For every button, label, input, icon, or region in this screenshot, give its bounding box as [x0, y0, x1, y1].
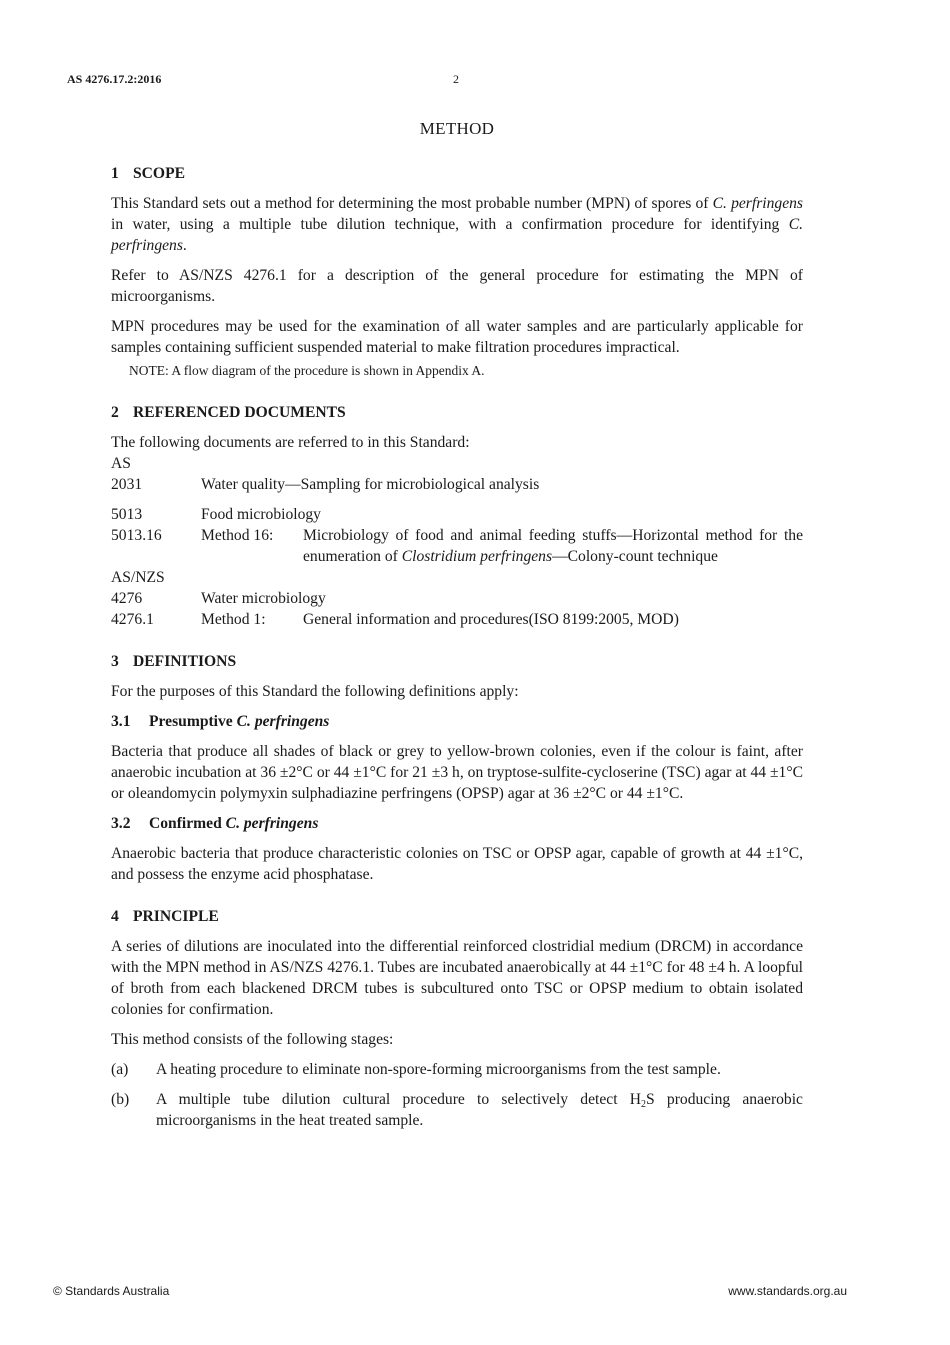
- page-number: 2: [453, 72, 459, 86]
- section-heading-referenced-documents: 2 REFERENCED DOCUMENTS: [111, 404, 346, 421]
- footer-copyright: © Standards Australia: [53, 1284, 170, 1298]
- principle-paragraph-1: A series of dilutions are inoculated into the differential reinforced clostridial medium (DRCM) in accordance with the MPN method in AS/NZS 4276.1. Tubes are incubated anaerobically at 44 ±1°C for 48 ±4 h. A loopful of broth from each blackened DRCM tubes is subcultured onto TSC or OPSP medium to obtain isolated colonies for confirmation.: [111, 938, 803, 1018]
- list-item: (a) A heating procedure to eliminate non-spore-forming microorganisms from the test sample.: [111, 1061, 721, 1078]
- reference-row: 4276 Water microbiology: [111, 590, 326, 607]
- definition-text-presumptive: Bacteria that produce all shades of black or grey to yellow-brown colonies, even if the colour is faint, after anaerobic incubation at 36 ±2°C or 44 ±1°C for 21 ±3 h, on tryptose-sulfite-cycloserine (TSC) agar at 44 ±1°C or oleandomycin polymyxin sulphadiazine perfringens (OPSP) agar at 36 ±2°C or 44 ±1°C.: [111, 743, 803, 802]
- reference-row: 5013 Food microbiology: [111, 506, 321, 523]
- scope-paragraph-2: Refer to AS/NZS 4276.1 for a description of the general procedure for estimating the MPN of microorganisms.: [111, 267, 803, 305]
- references-intro: The following documents are referred to in this Standard:: [111, 434, 470, 451]
- references-asnzs: [111, 567, 803, 630]
- scope-paragraph-3: MPN procedures may be used for the examination of all water samples and are particularly applicable for samples containing sufficient suspended material to make filtration procedures impractical.: [111, 318, 803, 356]
- reference-group-label: AS: [111, 455, 131, 472]
- references-as: [111, 453, 803, 567]
- footer-website-link[interactable]: www.standards.org.au: [728, 1284, 847, 1298]
- definition-text-confirmed: Anaerobic bacteria that produce characteristic colonies on TSC or OPSP agar, capable of growth at 44 ±1°C, and possess the enzyme acid phosphatase.: [111, 845, 803, 883]
- definition-heading-confirmed: 3.2 Confirmed C. perfringens: [111, 815, 319, 832]
- reference-row: 4276.1 Method 1: General information and procedures(ISO 8199:2005, MOD): [111, 611, 679, 628]
- scope-note: NOTE: A flow diagram of the procedure is shown in Appendix A.: [129, 363, 485, 378]
- section-heading-definitions: 3 DEFINITIONS: [111, 653, 237, 670]
- scope-paragraph-1: This Standard sets out a method for determining the most probable number (MPN) of spores of C. perfringens in water, using a multiple tube dilution technique, with a confirmation procedure for identifying C. perfringens.: [111, 195, 803, 254]
- document-id: AS 4276.17.2:2016: [67, 72, 162, 86]
- principle-paragraph-2: This method consists of the following stages:: [111, 1031, 394, 1048]
- list-item: (b) A multiple tube dilution cultural procedure to selectively detect $H_2S$ producing anaerobic microorganisms in the heat treated sample.: [111, 1091, 803, 1129]
- section-heading-principle: 4 PRINCIPLE: [111, 908, 219, 925]
- definitions-intro: For the purposes of this Standard the following definitions apply:: [111, 683, 519, 700]
- reference-row: 2031 Water quality—Sampling for microbiological analysis: [111, 476, 540, 493]
- document-body: [111, 163, 803, 1131]
- definition-heading-presumptive: 3.1 Presumptive C. perfringens: [111, 713, 330, 730]
- reference-group-label: AS/NZS: [111, 569, 165, 586]
- page-title: METHOD: [419, 119, 495, 138]
- reference-row: 5013.16 Method 16: Microbiology of food and animal feeding stuffs—Horizontal method for the enumeration of Clostridium perfringens—Colony-count technique: [111, 527, 803, 565]
- section-heading-scope: 1 SCOPE: [111, 165, 185, 182]
